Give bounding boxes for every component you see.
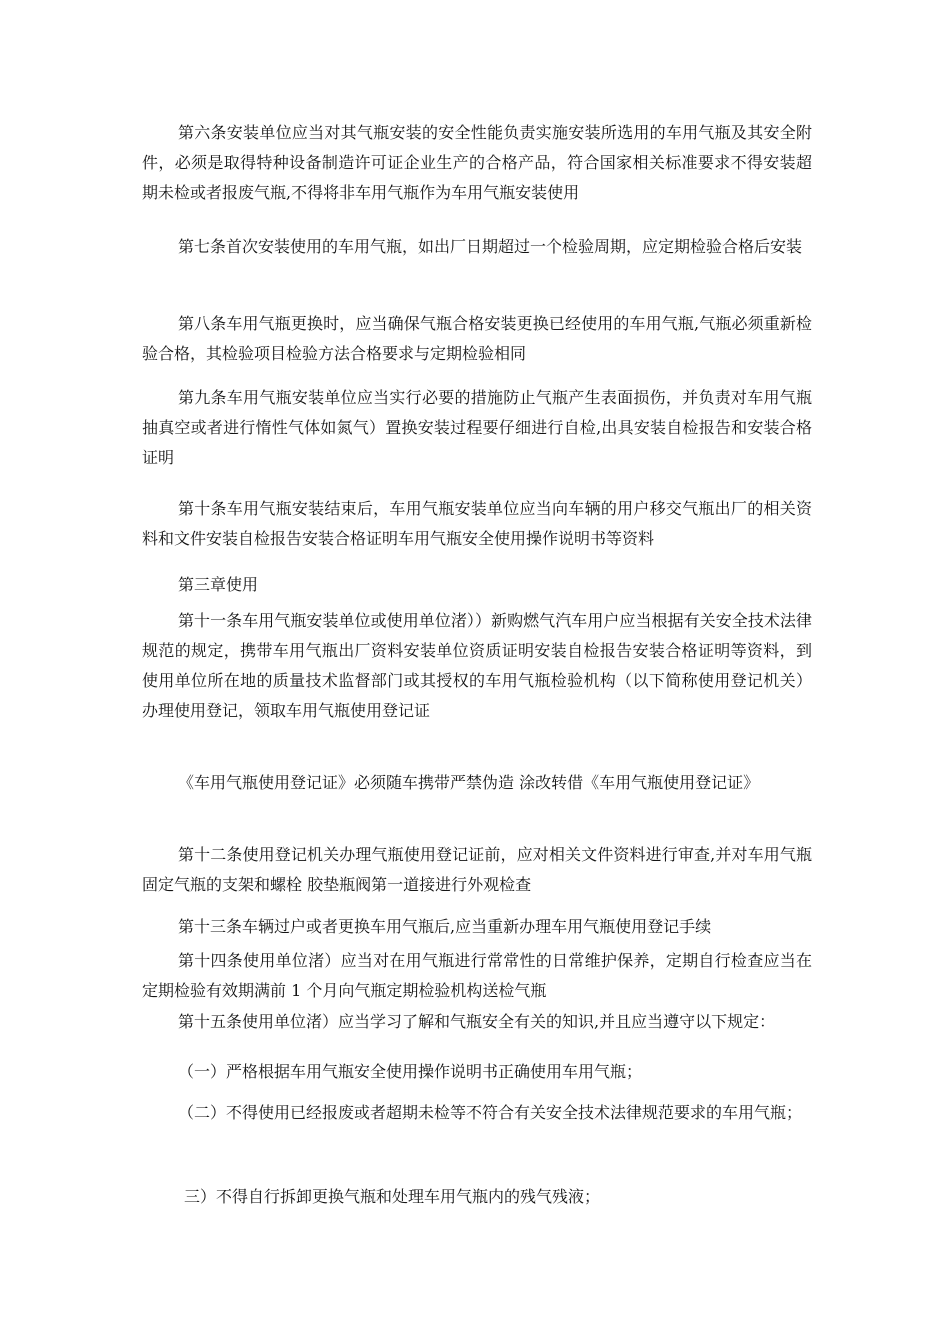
- paragraph-article-14: 第十四条使用单位渚）应当对在用气瓶进行常常性的日常维护保养，定期自行检查应当在定期检验有效期满前 1 个月向气瓶定期检验机构送检气瓶: [142, 951, 812, 1000]
- chapter-heading: 第三章使用: [178, 575, 259, 594]
- paragraph-article-12: 第十二条使用登记机关办理气瓶使用登记证前，应对相关文件资料进行审查,并对车用气瓶固定气瓶的支架和螺栓 胶垫瓶阀第一道接进行外观检查: [142, 845, 812, 894]
- paragraph-article-6: 第六条安装单位应当对其气瓶安装的安全性能负责实施安装所选用的车用气瓶及其安全附件，必须是取得特种设备制造许可证企业生产的合格产品，符合国家相关标准要求不得安装超期未检或者报废气瓶,不得将非车用气瓶作为车用气瓶安装使用: [142, 123, 812, 202]
- list-item-3: 三）不得自行拆卸更换气瓶和处理车用气瓶内的残气残液；: [184, 1187, 601, 1206]
- paragraph-registration-certificate: 《车用气瓶使用登记证》必须随车携带严禁伪造 涂改转借《车用气瓶使用登记证》: [178, 773, 760, 792]
- paragraph-article-9: 第九条车用气瓶安装单位应当实行必要的措施防止气瓶产生表面损伤，并负责对车用气瓶抽真空或者进行惰性气体如氮气）置换安装过程要仔细进行自检,出具安装自检报告和安装合格证明: [142, 388, 812, 467]
- paragraph-article-11: 第十一条车用气瓶安装单位或使用单位渚））新购燃气汽车用户应当根据有关安全技术法律规范的规定，携带车用气瓶出厂资料安装单位资质证明安装自检报告安装合格证明等资料，到使用单位所在地的质量技术监督部门或其授权的车用气瓶检验机构（以下简称使用登记机关）办理使用登记，领取车用气瓶使用登记证: [142, 611, 812, 720]
- paragraph-article-15: 第十五条使用单位渚）应当学习了解和气瓶安全有关的知识,并且应当遵守以下规定：: [178, 1012, 776, 1031]
- paragraph-article-7: 第七条首次安装使用的车用气瓶，如出厂日期超过一个检验周期，应定期检验合格后安装: [178, 237, 803, 256]
- list-item-2: （二）不得使用已经报废或者超期未检等不符合有关安全技术法律规范要求的车用气瓶；: [178, 1103, 803, 1122]
- paragraph-article-8: 第八条车用气瓶更换时，应当确保气瓶合格安装更换已经使用的车用气瓶,气瓶必须重新检验合格，其检验项目检验方法合格要求与定期检验相同: [142, 314, 812, 363]
- list-item-1: （一）严格根据车用气瓶安全使用操作说明书正确使用车用气瓶；: [178, 1062, 643, 1081]
- paragraph-article-13: 第十三条车辆过户或者更换车用气瓶后,应当重新办理车用气瓶使用登记手续: [178, 917, 712, 936]
- paragraph-article-10: 第十条车用气瓶安装结束后，车用气瓶安装单位应当向车辆的用户移交气瓶出厂的相关资料和文件安装自检报告安装合格证明车用气瓶安全使用操作说明书等资料: [142, 499, 812, 548]
